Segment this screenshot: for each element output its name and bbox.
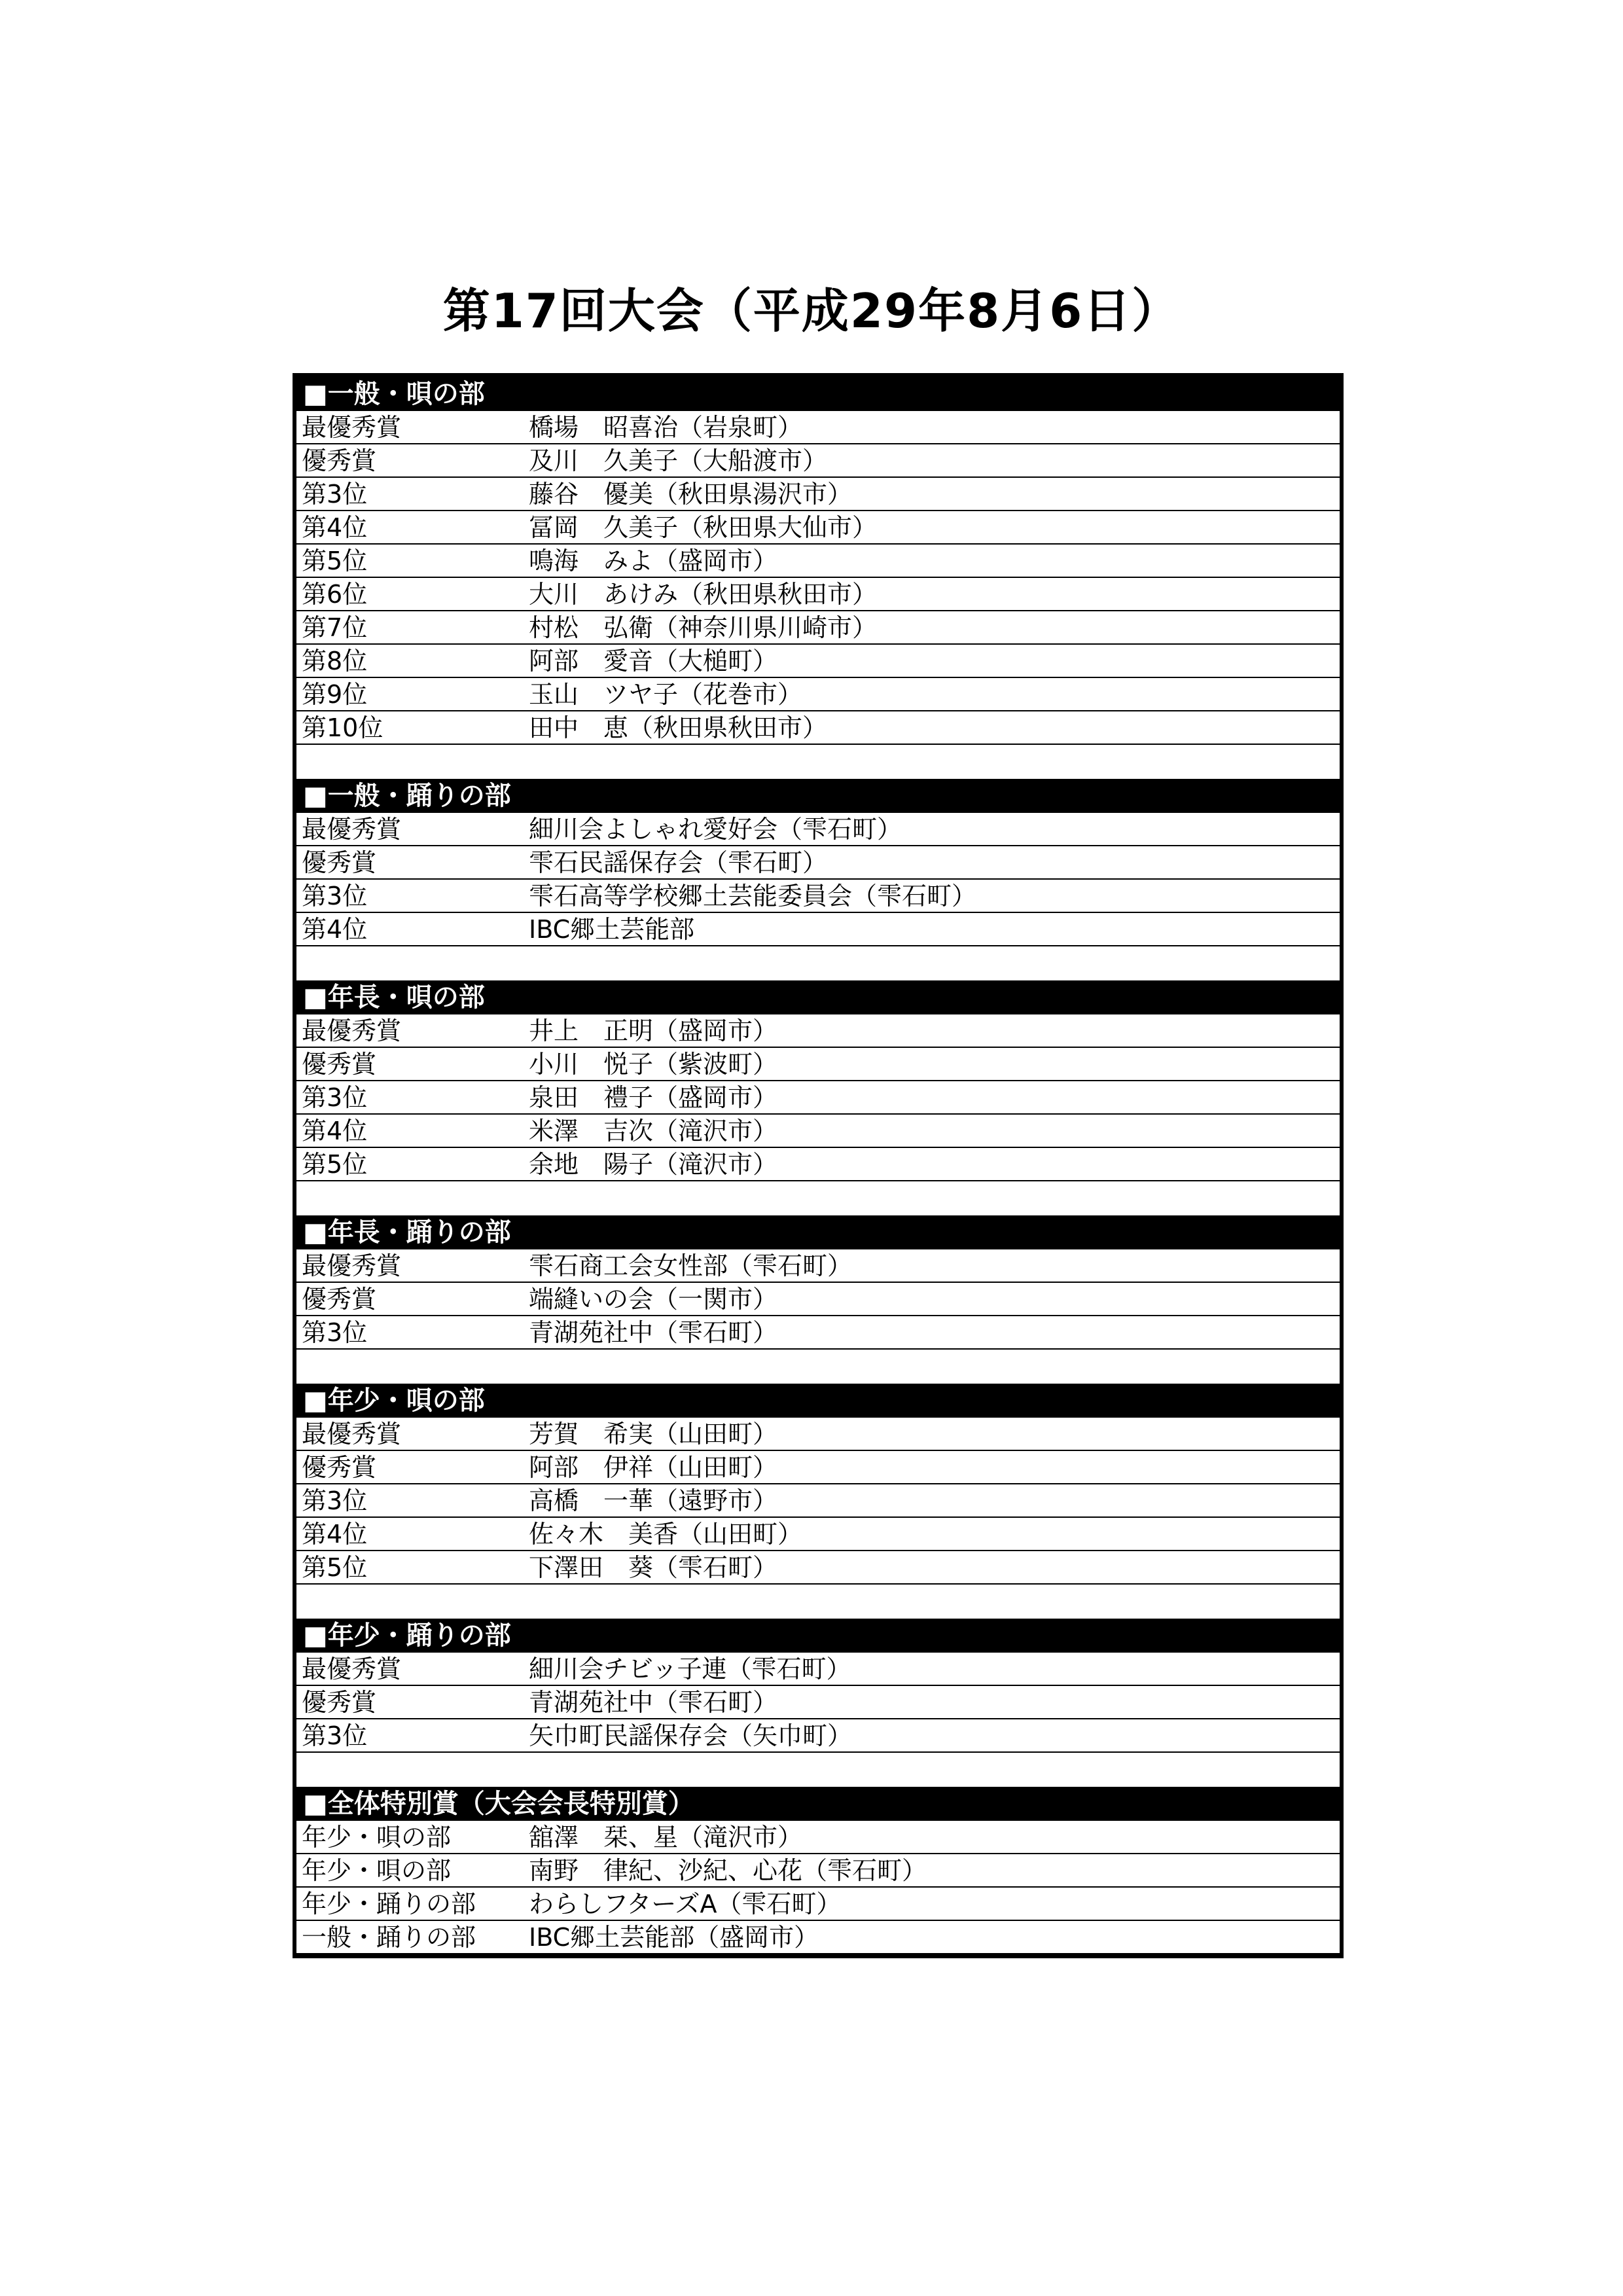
section-header: ■一般・踊りの部 [296, 779, 1340, 813]
award-rank: 第3位 [302, 1083, 368, 1112]
section-header: ■年長・唄の部 [296, 980, 1340, 1014]
table-row [296, 611, 1340, 645]
table-row [296, 444, 1340, 478]
award-rank: 第7位 [302, 613, 368, 642]
section-spacer [296, 1181, 1340, 1215]
winner-name: 余地 陽子（滝沢市） [529, 1150, 778, 1179]
section-spacer [296, 1753, 1340, 1787]
section-header: ■年長・踊りの部 [296, 1215, 1340, 1249]
winner-name: わらしフターズA（雫石町） [529, 1890, 842, 1918]
results-section [296, 1215, 1340, 1384]
page-title: 第17回大会（平成29年8月6日） [442, 283, 1181, 338]
award-rank: 第5位 [302, 1150, 368, 1179]
award-rank: 優秀賞 [302, 1688, 377, 1717]
winner-name: 橋場 昭喜治（岩泉町） [529, 413, 803, 442]
winner-name: 米澤 吉次（滝沢市） [529, 1117, 778, 1145]
award-rank: 第4位 [302, 513, 368, 542]
winner-name: 藤谷 優美（秋田県湯沢市） [529, 480, 853, 509]
section-header: ■年少・踊りの部 [296, 1619, 1340, 1653]
award-rank: 優秀賞 [302, 446, 377, 475]
winner-name: 小川 悦子（紫波町） [529, 1050, 778, 1079]
table-row [296, 578, 1340, 611]
winner-name: 舘澤 栞、星（滝沢市） [529, 1823, 803, 1852]
award-rank: 最優秀賞 [302, 815, 402, 844]
winner-name: 細川会よしゃれ愛好会（雫石町） [529, 815, 902, 844]
table-row [296, 645, 1340, 678]
award-rank: 第3位 [302, 1721, 368, 1750]
table-row [296, 511, 1340, 545]
table-row [296, 678, 1340, 711]
winner-name: 細川会チビッ子連（雫石町） [529, 1655, 851, 1683]
results-section [296, 1787, 1340, 1954]
section-spacer [296, 1585, 1340, 1619]
table-row [296, 1686, 1340, 1719]
table-row [296, 1316, 1340, 1350]
award-rank: 最優秀賞 [302, 1420, 402, 1448]
award-rank: 第8位 [302, 647, 368, 675]
winner-name: 阿部 愛音（大槌町） [529, 647, 778, 675]
award-rank: 第3位 [302, 1318, 368, 1347]
award-rank: 第9位 [302, 680, 368, 709]
section-spacer [296, 1350, 1340, 1384]
winner-name: 井上 正明（盛岡市） [529, 1016, 778, 1045]
results-section [296, 779, 1340, 980]
results-section [296, 1384, 1340, 1619]
winner-name: IBC郷土芸能部 [529, 915, 695, 944]
section-header: ■全体特別賞（大会会長特別賞） [296, 1787, 1340, 1821]
table-row [296, 1081, 1340, 1115]
table-row [296, 1418, 1340, 1451]
winner-name: 阿部 伊祥（山田町） [529, 1453, 778, 1482]
winner-name: 田中 恵（秋田県秋田市） [529, 713, 828, 742]
winner-name: 鳴海 みよ（盛岡市） [529, 547, 778, 575]
table-row [296, 1283, 1340, 1316]
winner-name: 冨岡 久美子（秋田県大仙市） [529, 513, 878, 542]
winner-name: 端縫いの会（一関市） [529, 1285, 778, 1314]
table-row [296, 846, 1340, 880]
winner-name: 雫石商工会女性部（雫石町） [529, 1251, 853, 1280]
section-header: ■年少・唄の部 [296, 1384, 1340, 1418]
winner-name: 村松 弘衛（神奈川県川崎市） [529, 613, 878, 642]
table-row [296, 1148, 1340, 1181]
award-rank: 第6位 [302, 580, 368, 609]
winner-name: 雫石民謡保存会（雫石町） [529, 848, 828, 877]
table-row [296, 1653, 1340, 1686]
award-rank: 最優秀賞 [302, 413, 402, 442]
table-row [296, 1921, 1340, 1954]
table-row [296, 880, 1340, 913]
award-rank: 優秀賞 [302, 848, 377, 877]
table-row [296, 1854, 1340, 1888]
table-row [296, 1115, 1340, 1148]
winner-name: 芳賀 希実（山田町） [529, 1420, 778, 1448]
award-rank: 優秀賞 [302, 1453, 377, 1482]
section-spacer [296, 946, 1340, 980]
section-spacer [296, 745, 1340, 779]
results-section [296, 377, 1340, 779]
award-rank: 最優秀賞 [302, 1655, 402, 1683]
award-rank: 優秀賞 [302, 1285, 377, 1314]
table-row [296, 813, 1340, 846]
award-rank: 優秀賞 [302, 1050, 377, 1079]
award-rank: 年少・唄の部 [302, 1823, 452, 1852]
results-section [296, 980, 1340, 1215]
table-row [296, 913, 1340, 946]
winner-name: 青湖苑社中（雫石町） [529, 1318, 778, 1347]
award-rank: 第3位 [302, 1486, 368, 1515]
award-rank: 第4位 [302, 1117, 368, 1145]
award-rank: 第3位 [302, 882, 368, 910]
table-row [296, 411, 1340, 444]
results-section [296, 1619, 1340, 1787]
table-row [296, 1719, 1340, 1753]
table-row [296, 1048, 1340, 1081]
table-row [296, 711, 1340, 745]
award-rank: 第3位 [302, 480, 368, 509]
award-rank: 第5位 [302, 1553, 368, 1582]
winner-name: 玉山 ツヤ子（花巻市） [529, 680, 803, 709]
table-row [296, 1014, 1340, 1048]
award-rank: 第4位 [302, 1520, 368, 1549]
section-header: ■一般・唄の部 [296, 377, 1340, 411]
award-rank: 年少・唄の部 [302, 1856, 452, 1885]
winner-name: 南野 律紀、沙紀、心花（雫石町） [529, 1856, 927, 1885]
table-row [296, 1249, 1340, 1283]
winner-name: 雫石高等学校郷土芸能委員会（雫石町） [529, 882, 977, 910]
winner-name: 矢巾町民謡保存会（矢巾町） [529, 1721, 853, 1750]
award-rank: 第4位 [302, 915, 368, 944]
table-row [296, 545, 1340, 578]
table-row [296, 1518, 1340, 1551]
winner-name: 高橋 一華（遠野市） [529, 1486, 778, 1515]
award-rank: 最優秀賞 [302, 1251, 402, 1280]
table-row [296, 1888, 1340, 1921]
results-table [293, 373, 1344, 1958]
winner-name: 大川 あけみ（秋田県秋田市） [529, 580, 878, 609]
winner-name: IBC郷土芸能部（盛岡市） [529, 1923, 819, 1952]
winner-name: 及川 久美子（大船渡市） [529, 446, 828, 475]
award-rank: 年少・踊りの部 [302, 1890, 476, 1918]
table-row [296, 1484, 1340, 1518]
table-row [296, 478, 1340, 511]
winner-name: 下澤田 葵（雫石町） [529, 1553, 778, 1582]
table-row [296, 1551, 1340, 1585]
award-rank: 第5位 [302, 547, 368, 575]
winner-name: 佐々木 美香（山田町） [529, 1520, 803, 1549]
winner-name: 青湖苑社中（雫石町） [529, 1688, 778, 1717]
award-rank: 一般・踊りの部 [302, 1923, 476, 1952]
table-row [296, 1821, 1340, 1854]
table-row [296, 1451, 1340, 1484]
winner-name: 泉田 禮子（盛岡市） [529, 1083, 778, 1112]
award-rank: 最優秀賞 [302, 1016, 402, 1045]
award-rank: 第10位 [302, 713, 383, 742]
